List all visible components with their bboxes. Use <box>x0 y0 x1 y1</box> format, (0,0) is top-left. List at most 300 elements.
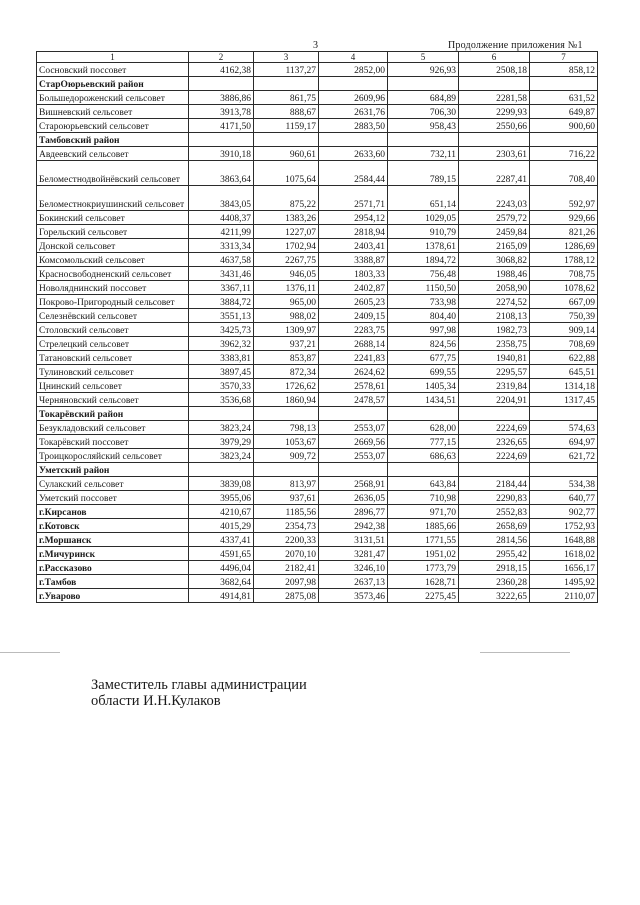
value-cell: 574,63 <box>530 421 598 435</box>
value-cell: 3281,47 <box>319 547 388 561</box>
column-header: 7 <box>530 52 598 63</box>
row-label: Беломестнокриушинский сельсовет <box>37 186 189 211</box>
row-label: Покрово-Пригородный сельсовет <box>37 295 189 309</box>
value-cell: 1940,81 <box>459 351 530 365</box>
value-cell: 4210,67 <box>189 505 254 519</box>
value-cell: 2283,75 <box>319 323 388 337</box>
table-row <box>37 519 598 533</box>
value-cell: 1951,02 <box>388 547 459 561</box>
row-label: г.Котовск <box>37 519 189 533</box>
signature-title: Заместитель главы администрации <box>91 677 307 693</box>
value-cell: 3962,32 <box>189 337 254 351</box>
value-cell: 649,87 <box>530 105 598 119</box>
value-cell: 4015,29 <box>189 519 254 533</box>
table-row <box>37 63 598 77</box>
value-cell: 2459,84 <box>459 225 530 239</box>
value-cell: 2584,44 <box>319 161 388 186</box>
value-cell: 3897,45 <box>189 365 254 379</box>
empty-cell <box>254 407 319 421</box>
table-row <box>37 561 598 575</box>
value-cell: 958,43 <box>388 119 459 133</box>
value-cell: 789,15 <box>388 161 459 186</box>
value-cell: 4162,38 <box>189 63 254 77</box>
value-cell: 2224,69 <box>459 421 530 435</box>
value-cell: 937,61 <box>254 491 319 505</box>
value-cell: 3367,11 <box>189 281 254 295</box>
value-cell: 1383,26 <box>254 211 319 225</box>
empty-cell <box>459 133 530 147</box>
value-cell: 3823,24 <box>189 421 254 435</box>
value-cell: 4337,41 <box>189 533 254 547</box>
value-cell: 694,97 <box>530 435 598 449</box>
value-cell: 1648,88 <box>530 533 598 547</box>
continuation-label: Продолжение приложения №1 <box>448 40 583 51</box>
value-cell: 1029,05 <box>388 211 459 225</box>
value-cell: 1803,33 <box>319 267 388 281</box>
table-row <box>37 505 598 519</box>
value-cell: 853,87 <box>254 351 319 365</box>
value-cell: 2402,87 <box>319 281 388 295</box>
empty-cell <box>319 407 388 421</box>
value-cell: 750,39 <box>530 309 598 323</box>
value-cell: 872,34 <box>254 365 319 379</box>
value-cell: 4591,65 <box>189 547 254 561</box>
value-cell: 3388,87 <box>319 253 388 267</box>
value-cell: 2550,66 <box>459 119 530 133</box>
value-cell: 1314,18 <box>530 379 598 393</box>
value-cell: 3839,08 <box>189 477 254 491</box>
table-row <box>37 393 598 407</box>
empty-cell <box>459 407 530 421</box>
value-cell: 667,09 <box>530 295 598 309</box>
row-label: Авдеевский сельсовет <box>37 147 189 161</box>
page-number: 3 <box>313 40 318 51</box>
value-cell: 2243,03 <box>459 186 530 211</box>
value-cell: 3570,33 <box>189 379 254 393</box>
value-cell: 971,70 <box>388 505 459 519</box>
value-cell: 592,97 <box>530 186 598 211</box>
empty-cell <box>530 463 598 477</box>
value-cell: 2918,15 <box>459 561 530 575</box>
value-cell: 4171,50 <box>189 119 254 133</box>
value-cell: 2110,07 <box>530 589 598 603</box>
value-cell: 2658,69 <box>459 519 530 533</box>
value-cell: 2409,15 <box>319 309 388 323</box>
value-cell: 2553,07 <box>319 421 388 435</box>
empty-cell <box>459 77 530 91</box>
value-cell: 1150,50 <box>388 281 459 295</box>
value-cell: 1317,45 <box>530 393 598 407</box>
column-header-row <box>37 52 598 63</box>
value-cell: 2688,14 <box>319 337 388 351</box>
empty-cell <box>530 407 598 421</box>
value-cell: 708,40 <box>530 161 598 186</box>
value-cell: 2478,57 <box>319 393 388 407</box>
value-cell: 861,75 <box>254 91 319 105</box>
value-cell: 2097,98 <box>254 575 319 589</box>
value-cell: 628,00 <box>388 421 459 435</box>
value-cell: 1286,69 <box>530 239 598 253</box>
value-cell: 2553,07 <box>319 449 388 463</box>
value-cell: 2287,41 <box>459 161 530 186</box>
value-cell: 645,51 <box>530 365 598 379</box>
value-cell: 3979,29 <box>189 435 254 449</box>
value-cell: 1988,46 <box>459 267 530 281</box>
value-cell: 2579,72 <box>459 211 530 225</box>
section-title: Уметский район <box>37 463 189 477</box>
value-cell: 732,11 <box>388 147 459 161</box>
value-cell: 2942,38 <box>319 519 388 533</box>
value-cell: 3222,65 <box>459 589 530 603</box>
empty-cell <box>388 463 459 477</box>
value-cell: 2552,83 <box>459 505 530 519</box>
value-cell: 710,98 <box>388 491 459 505</box>
value-cell: 2354,73 <box>254 519 319 533</box>
value-cell: 708,75 <box>530 267 598 281</box>
value-cell: 3955,06 <box>189 491 254 505</box>
value-cell: 2669,56 <box>319 435 388 449</box>
value-cell: 3383,81 <box>189 351 254 365</box>
row-label: Бокинский сельсовет <box>37 211 189 225</box>
value-cell: 3886,86 <box>189 91 254 105</box>
value-cell: 1618,02 <box>530 547 598 561</box>
value-cell: 1078,62 <box>530 281 598 295</box>
empty-cell <box>254 463 319 477</box>
value-cell: 2290,83 <box>459 491 530 505</box>
empty-cell <box>530 77 598 91</box>
value-cell: 988,02 <box>254 309 319 323</box>
row-label: Красносвободненский сельсовет <box>37 267 189 281</box>
table-row <box>37 225 598 239</box>
value-cell: 2200,33 <box>254 533 319 547</box>
value-cell: 677,75 <box>388 351 459 365</box>
row-label: г.Моршанск <box>37 533 189 547</box>
row-label: Татановский сельсовет <box>37 351 189 365</box>
empty-cell <box>319 77 388 91</box>
section-title: Токарёвский район <box>37 407 189 421</box>
value-cell: 1309,97 <box>254 323 319 337</box>
value-cell: 937,21 <box>254 337 319 351</box>
value-cell: 2875,08 <box>254 589 319 603</box>
empty-cell <box>388 133 459 147</box>
row-label: Донской сельсовет <box>37 239 189 253</box>
value-cell: 1376,11 <box>254 281 319 295</box>
value-cell: 900,60 <box>530 119 598 133</box>
column-header: 4 <box>319 52 388 63</box>
value-cell: 858,12 <box>530 63 598 77</box>
value-cell: 2281,58 <box>459 91 530 105</box>
value-cell: 1053,67 <box>254 435 319 449</box>
value-cell: 2204,91 <box>459 393 530 407</box>
empty-cell <box>189 463 254 477</box>
value-cell: 3431,46 <box>189 267 254 281</box>
row-label: Комсомольский сельсовет <box>37 253 189 267</box>
table-row <box>37 575 598 589</box>
value-cell: 3068,82 <box>459 253 530 267</box>
table-row <box>37 91 598 105</box>
row-label: Сулакский сельсовет <box>37 477 189 491</box>
value-cell: 651,14 <box>388 186 459 211</box>
row-label: Староюрьевский сельсовет <box>37 119 189 133</box>
value-cell: 2852,00 <box>319 63 388 77</box>
empty-cell <box>388 77 459 91</box>
value-cell: 756,48 <box>388 267 459 281</box>
row-label: Цнинский сельсовет <box>37 379 189 393</box>
table-row <box>37 589 598 603</box>
value-cell: 946,05 <box>254 267 319 281</box>
value-cell: 2360,28 <box>459 575 530 589</box>
value-cell: 3843,05 <box>189 186 254 211</box>
value-cell: 1227,07 <box>254 225 319 239</box>
column-header: 6 <box>459 52 530 63</box>
value-cell: 631,52 <box>530 91 598 105</box>
row-label: Токарёвский поссовет <box>37 435 189 449</box>
value-cell: 1894,72 <box>388 253 459 267</box>
section-title: Тамбовский район <box>37 133 189 147</box>
value-cell: 3551,13 <box>189 309 254 323</box>
value-cell: 902,77 <box>530 505 598 519</box>
row-label: г.Уварово <box>37 589 189 603</box>
row-label: Горельский сельсовет <box>37 225 189 239</box>
value-cell: 2224,69 <box>459 449 530 463</box>
value-cell: 2571,71 <box>319 186 388 211</box>
value-cell: 733,98 <box>388 295 459 309</box>
value-cell: 3313,34 <box>189 239 254 253</box>
value-cell: 643,84 <box>388 477 459 491</box>
value-cell: 1860,94 <box>254 393 319 407</box>
table-row <box>37 147 598 161</box>
value-cell: 909,72 <box>254 449 319 463</box>
value-cell: 2182,41 <box>254 561 319 575</box>
value-cell: 2568,91 <box>319 477 388 491</box>
value-cell: 2267,75 <box>254 253 319 267</box>
table-row <box>37 267 598 281</box>
value-cell: 684,89 <box>388 91 459 105</box>
value-cell: 2184,44 <box>459 477 530 491</box>
value-cell: 1702,94 <box>254 239 319 253</box>
value-cell: 2299,93 <box>459 105 530 119</box>
column-header: 3 <box>254 52 319 63</box>
table-row <box>37 295 598 309</box>
value-cell: 3536,68 <box>189 393 254 407</box>
value-cell: 2508,18 <box>459 63 530 77</box>
value-cell: 2637,13 <box>319 575 388 589</box>
value-cell: 640,77 <box>530 491 598 505</box>
value-cell: 1656,17 <box>530 561 598 575</box>
table-row <box>37 119 598 133</box>
row-label: Уметский поссовет <box>37 491 189 505</box>
value-cell: 3573,46 <box>319 589 388 603</box>
value-cell: 2818,94 <box>319 225 388 239</box>
value-cell: 3913,78 <box>189 105 254 119</box>
table-row <box>37 337 598 351</box>
value-cell: 3910,18 <box>189 147 254 161</box>
empty-cell <box>388 407 459 421</box>
row-label: Черняновский сельсовет <box>37 393 189 407</box>
value-cell: 1185,56 <box>254 505 319 519</box>
value-cell: 798,13 <box>254 421 319 435</box>
value-cell: 4914,81 <box>189 589 254 603</box>
row-label: г.Мичуринск <box>37 547 189 561</box>
row-label: Большедороженский сельсовет <box>37 91 189 105</box>
table-row <box>37 253 598 267</box>
table-row <box>37 239 598 253</box>
value-cell: 3131,51 <box>319 533 388 547</box>
table-row <box>37 211 598 225</box>
value-cell: 1075,64 <box>254 161 319 186</box>
table-row <box>37 533 598 547</box>
value-cell: 2070,10 <box>254 547 319 561</box>
value-cell: 2633,60 <box>319 147 388 161</box>
value-cell: 2883,50 <box>319 119 388 133</box>
table-row <box>37 547 598 561</box>
signature-block <box>91 677 307 709</box>
column-header: 1 <box>37 52 189 63</box>
value-cell: 1773,79 <box>388 561 459 575</box>
section-header-row <box>37 407 598 421</box>
row-label: Селезнёвский сельсовет <box>37 309 189 323</box>
value-cell: 821,26 <box>530 225 598 239</box>
value-cell: 1434,51 <box>388 393 459 407</box>
value-cell: 2636,05 <box>319 491 388 505</box>
value-cell: 929,66 <box>530 211 598 225</box>
row-label: Тулиновский сельсовет <box>37 365 189 379</box>
row-label: г.Рассказово <box>37 561 189 575</box>
column-header: 2 <box>189 52 254 63</box>
table-row <box>37 161 598 186</box>
row-label: Столовский сельсовет <box>37 323 189 337</box>
row-label: Безукладовский сельсовет <box>37 421 189 435</box>
value-cell: 3863,64 <box>189 161 254 186</box>
value-cell: 910,79 <box>388 225 459 239</box>
table-row <box>37 281 598 295</box>
value-cell: 2578,61 <box>319 379 388 393</box>
value-cell: 813,97 <box>254 477 319 491</box>
empty-cell <box>189 133 254 147</box>
value-cell: 3884,72 <box>189 295 254 309</box>
empty-cell <box>189 407 254 421</box>
value-cell: 2403,41 <box>319 239 388 253</box>
column-header: 5 <box>388 52 459 63</box>
value-cell: 2954,12 <box>319 211 388 225</box>
value-cell: 2605,23 <box>319 295 388 309</box>
value-cell: 777,15 <box>388 435 459 449</box>
value-cell: 1405,34 <box>388 379 459 393</box>
value-cell: 716,22 <box>530 147 598 161</box>
value-cell: 2108,13 <box>459 309 530 323</box>
value-cell: 1752,93 <box>530 519 598 533</box>
value-cell: 2814,56 <box>459 533 530 547</box>
value-cell: 1378,61 <box>388 239 459 253</box>
value-cell: 804,40 <box>388 309 459 323</box>
section-title: СтарОюрьевский район <box>37 77 189 91</box>
value-cell: 1495,92 <box>530 575 598 589</box>
value-cell: 875,22 <box>254 186 319 211</box>
value-cell: 706,30 <box>388 105 459 119</box>
value-cell: 621,72 <box>530 449 598 463</box>
scan-artifact <box>480 652 570 653</box>
value-cell: 824,56 <box>388 337 459 351</box>
value-cell: 2326,65 <box>459 435 530 449</box>
table-row <box>37 351 598 365</box>
empty-cell <box>319 463 388 477</box>
table-row <box>37 379 598 393</box>
table-row <box>37 491 598 505</box>
table-row <box>37 365 598 379</box>
value-cell: 2609,96 <box>319 91 388 105</box>
value-cell: 1137,27 <box>254 63 319 77</box>
value-cell: 4408,37 <box>189 211 254 225</box>
table-row <box>37 435 598 449</box>
value-cell: 699,55 <box>388 365 459 379</box>
value-cell: 2241,83 <box>319 351 388 365</box>
value-cell: 2955,42 <box>459 547 530 561</box>
row-label: Стрелецкий сельсовет <box>37 337 189 351</box>
value-cell: 2358,75 <box>459 337 530 351</box>
signature-name: области И.Н.Кулаков <box>91 693 221 709</box>
value-cell: 622,88 <box>530 351 598 365</box>
row-label: Вишневский сельсовет <box>37 105 189 119</box>
value-cell: 708,69 <box>530 337 598 351</box>
empty-cell <box>319 133 388 147</box>
value-cell: 3682,64 <box>189 575 254 589</box>
value-cell: 1885,66 <box>388 519 459 533</box>
value-cell: 1726,62 <box>254 379 319 393</box>
value-cell: 4211,99 <box>189 225 254 239</box>
value-cell: 686,63 <box>388 449 459 463</box>
value-cell: 997,98 <box>388 323 459 337</box>
value-cell: 3425,73 <box>189 323 254 337</box>
scan-artifact <box>0 652 60 653</box>
value-cell: 1159,17 <box>254 119 319 133</box>
value-cell: 4637,58 <box>189 253 254 267</box>
value-cell: 2624,62 <box>319 365 388 379</box>
table-row <box>37 421 598 435</box>
row-label: Новоляднинский поссовет <box>37 281 189 295</box>
value-cell: 1628,71 <box>388 575 459 589</box>
value-cell: 2165,09 <box>459 239 530 253</box>
empty-cell <box>254 133 319 147</box>
value-cell: 2896,77 <box>319 505 388 519</box>
value-cell: 888,67 <box>254 105 319 119</box>
value-cell: 4496,04 <box>189 561 254 575</box>
value-cell: 926,93 <box>388 63 459 77</box>
value-cell: 2274,52 <box>459 295 530 309</box>
row-label: Троицкоросляйский сельсовет <box>37 449 189 463</box>
empty-cell <box>459 463 530 477</box>
row-label: г.Кирсанов <box>37 505 189 519</box>
value-cell: 909,14 <box>530 323 598 337</box>
row-label: г.Тамбов <box>37 575 189 589</box>
table-row <box>37 309 598 323</box>
value-cell: 3823,24 <box>189 449 254 463</box>
table-row <box>37 105 598 119</box>
row-label: Сосновский поссовет <box>37 63 189 77</box>
value-cell: 534,38 <box>530 477 598 491</box>
value-cell: 2319,84 <box>459 379 530 393</box>
value-cell: 960,61 <box>254 147 319 161</box>
table-row <box>37 186 598 211</box>
value-cell: 2295,57 <box>459 365 530 379</box>
table-row <box>37 477 598 491</box>
row-label: Беломестнодвойнёвский сельсовет <box>37 161 189 186</box>
value-cell: 2631,76 <box>319 105 388 119</box>
value-cell: 3246,10 <box>319 561 388 575</box>
value-cell: 965,00 <box>254 295 319 309</box>
value-cell: 2275,45 <box>388 589 459 603</box>
empty-cell <box>254 77 319 91</box>
section-header-row <box>37 133 598 147</box>
